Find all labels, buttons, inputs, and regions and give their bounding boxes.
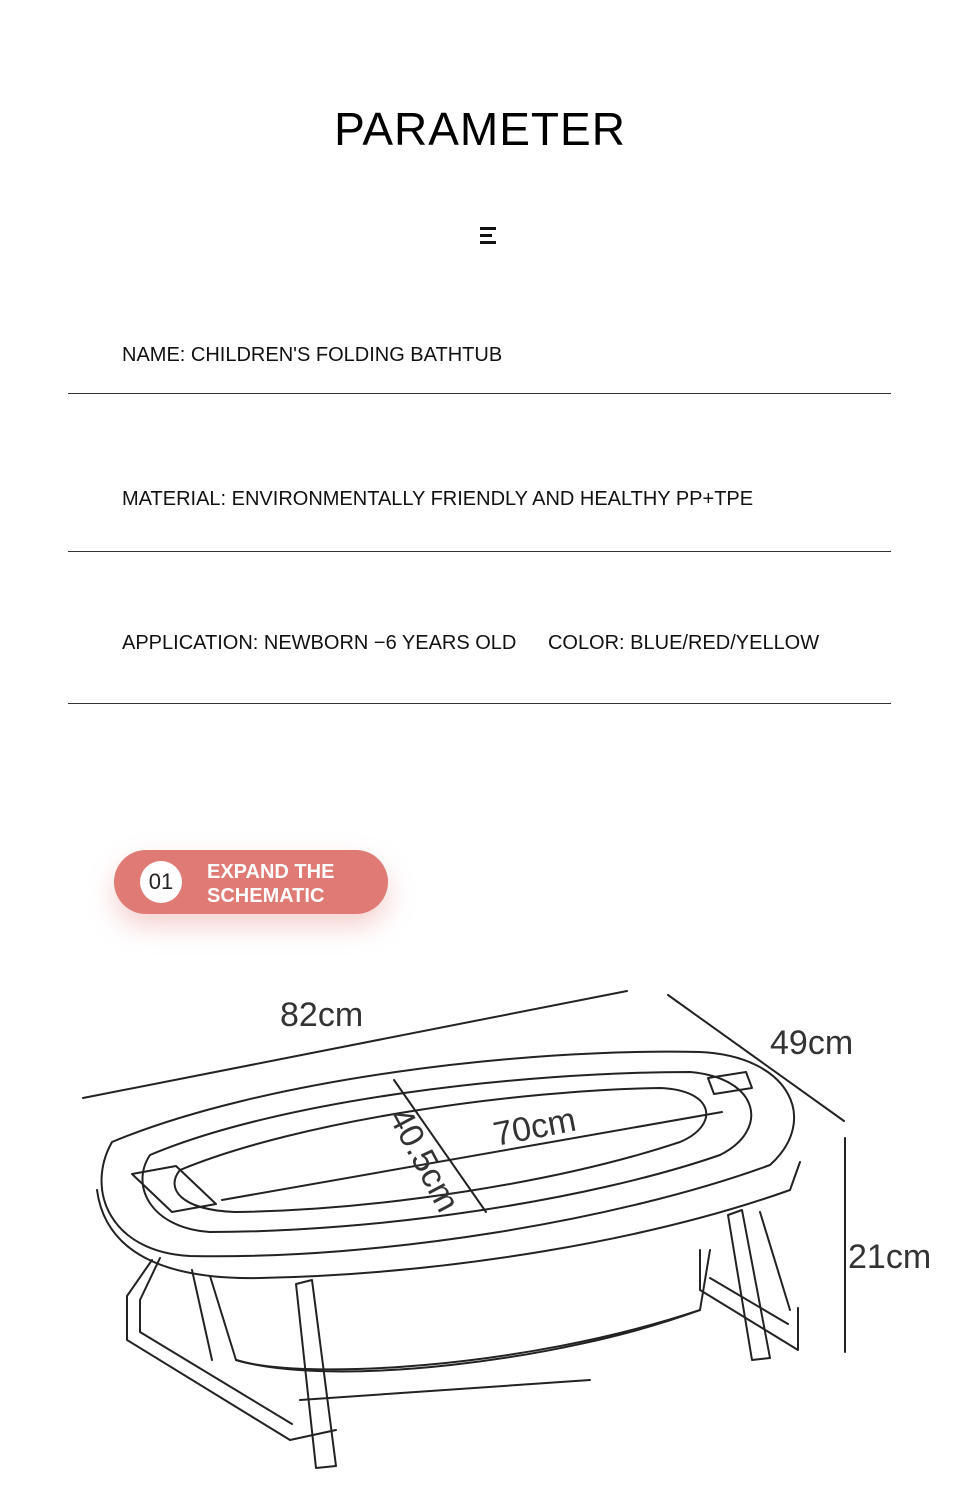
spec-row-application-color — [122, 632, 819, 655]
left-leg-frame — [127, 1260, 336, 1440]
inner-length-label: 70cm — [490, 1100, 580, 1154]
divider — [68, 551, 891, 552]
width-label: 49cm — [770, 1024, 854, 1062]
spec-application: APPLICATION: NEWBORN −6 YEARS OLD — [122, 632, 517, 654]
length-label: 82cm — [280, 996, 364, 1034]
inner-width-label: 40.5cm — [380, 1101, 467, 1219]
section-label: EXPAND THE SCHEMATIC — [207, 861, 335, 907]
front-leg — [296, 1280, 336, 1468]
section-number: 01 — [140, 861, 182, 903]
section-badge — [114, 850, 388, 914]
tub-body — [210, 1250, 710, 1369]
tub-rim-outer — [102, 1052, 795, 1257]
height-label: 21cm — [848, 1238, 932, 1276]
spec-name: NAME: CHILDREN'S FOLDING BATHTUB — [122, 344, 503, 366]
bathtub-diagram — [0, 960, 960, 1492]
page-title: PARAMETER — [334, 103, 626, 155]
spec-color: COLOR: BLUE/RED/YELLOW — [547, 632, 820, 654]
inner-length-line — [222, 1112, 722, 1200]
right-leg — [728, 1210, 770, 1360]
divider — [68, 393, 891, 394]
menu-icon[interactable] — [480, 227, 496, 244]
divider — [68, 703, 891, 704]
spec-material: MATERIAL: ENVIRONMENTALLY FRIENDLY AND HEALTHY PP+TPE — [122, 488, 754, 510]
